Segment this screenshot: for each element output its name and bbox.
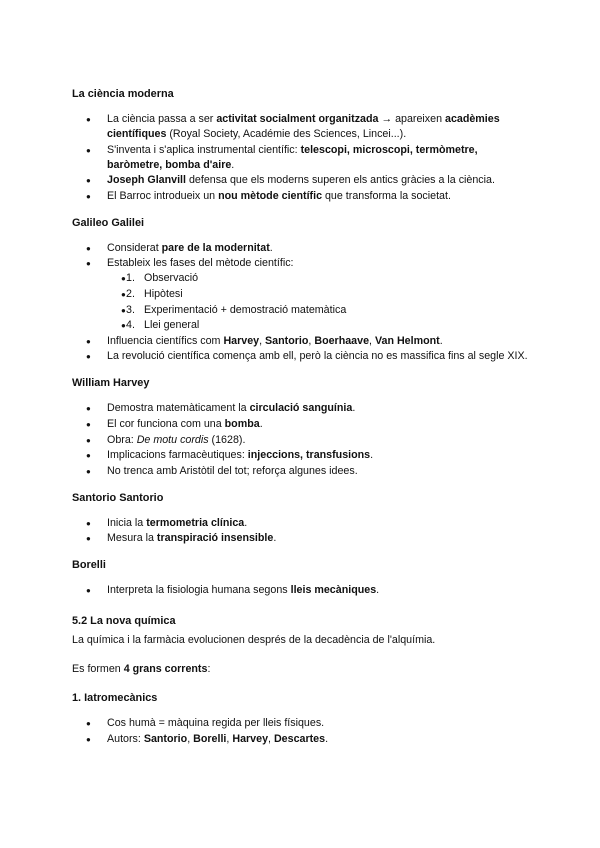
list-item: ● La ciència passa a ser activitat socialment organitzada → apareixen acadèmies científiques (Royal Society, Académie des Sciences, Lincei...). xyxy=(72,112,532,142)
bullet-list xyxy=(72,716,532,747)
document-content xyxy=(72,87,532,748)
numbered-list xyxy=(107,271,532,333)
numbered-item: ● 3. Experimentació + demostració matemàtica xyxy=(107,303,532,318)
bullet-list xyxy=(72,401,532,478)
list-item: ● Estableix les fases del mètode científic: ● 1. Observació ● 2. Hipòtesi ● 3. Experimentació + demostració matemàtica ● 4. Llei general xyxy=(72,256,532,333)
list-item: ● No trenca amb Aristòtil del tot; reforça algunes idees. xyxy=(72,464,532,479)
numbered-item: ● 1. Observació xyxy=(107,271,532,286)
list-item: ● Mesura la transpiració insensible. xyxy=(72,531,532,546)
paragraph: Es formen 4 grans corrents: xyxy=(72,663,211,676)
paragraph: La química i la farmàcia evolucionen després de la decadència de l'alquímia. xyxy=(72,634,436,647)
list-item: ● Autors: Santorio, Borelli, Harvey, Descartes. xyxy=(72,732,532,747)
section-title: Santorio Santorio xyxy=(72,491,164,504)
list-item: ● El cor funciona com una bomba. xyxy=(72,417,532,432)
section-title: Galileo Galilei xyxy=(72,216,145,229)
list-item: ● La revolució científica comença amb ell, però la ciència no es massifica fins al segle XIX. xyxy=(72,349,532,364)
list-item: ● Interpreta la fisiologia humana segons lleis mecàniques. xyxy=(72,583,532,598)
list-item: ● Joseph Glanvill defensa que els moderns superen els antics gràcies a la ciència. xyxy=(72,173,532,188)
section-title: 1. Iatromecànics xyxy=(72,692,158,705)
section-title: Borelli xyxy=(72,559,106,572)
list-item: ● El Barroc introdueix un nou mètode científic que transforma la societat. xyxy=(72,189,532,204)
list-item: ● Implicacions farmacèutiques: injeccions, transfusions. xyxy=(72,448,532,463)
numbered-item: ● 4. Llei general xyxy=(107,318,532,333)
bullet-list xyxy=(72,516,532,547)
list-item: ● Demostra matemàticament la circulació sanguínia. xyxy=(72,401,532,416)
section-title: La ciència moderna xyxy=(72,88,174,100)
list-item: ● S'inventa i s'aplica instrumental científic: telescopi, microscopi, termòmetre, baròmetre, bomba d'aire. xyxy=(72,143,532,173)
list-item: ● Obra: De motu cordis (1628). xyxy=(72,433,532,448)
bullet-list xyxy=(72,583,532,598)
section-title: William Harvey xyxy=(72,377,150,390)
list-item: ● Cos humà = màquina regida per lleis físiques. xyxy=(72,716,532,731)
list-item: ● Inicia la termometria clínica. xyxy=(72,516,532,531)
section-heading: 5.2 La nova química xyxy=(72,615,176,628)
bullet-list xyxy=(72,241,532,365)
bullet-list xyxy=(72,112,532,204)
list-item: ● Influencia científics com Harvey, Santorio, Boerhaave, Van Helmont. xyxy=(72,334,532,349)
numbered-item: ● 2. Hipòtesi xyxy=(107,287,532,302)
list-item: ● Considerat pare de la modernitat. xyxy=(72,241,532,256)
